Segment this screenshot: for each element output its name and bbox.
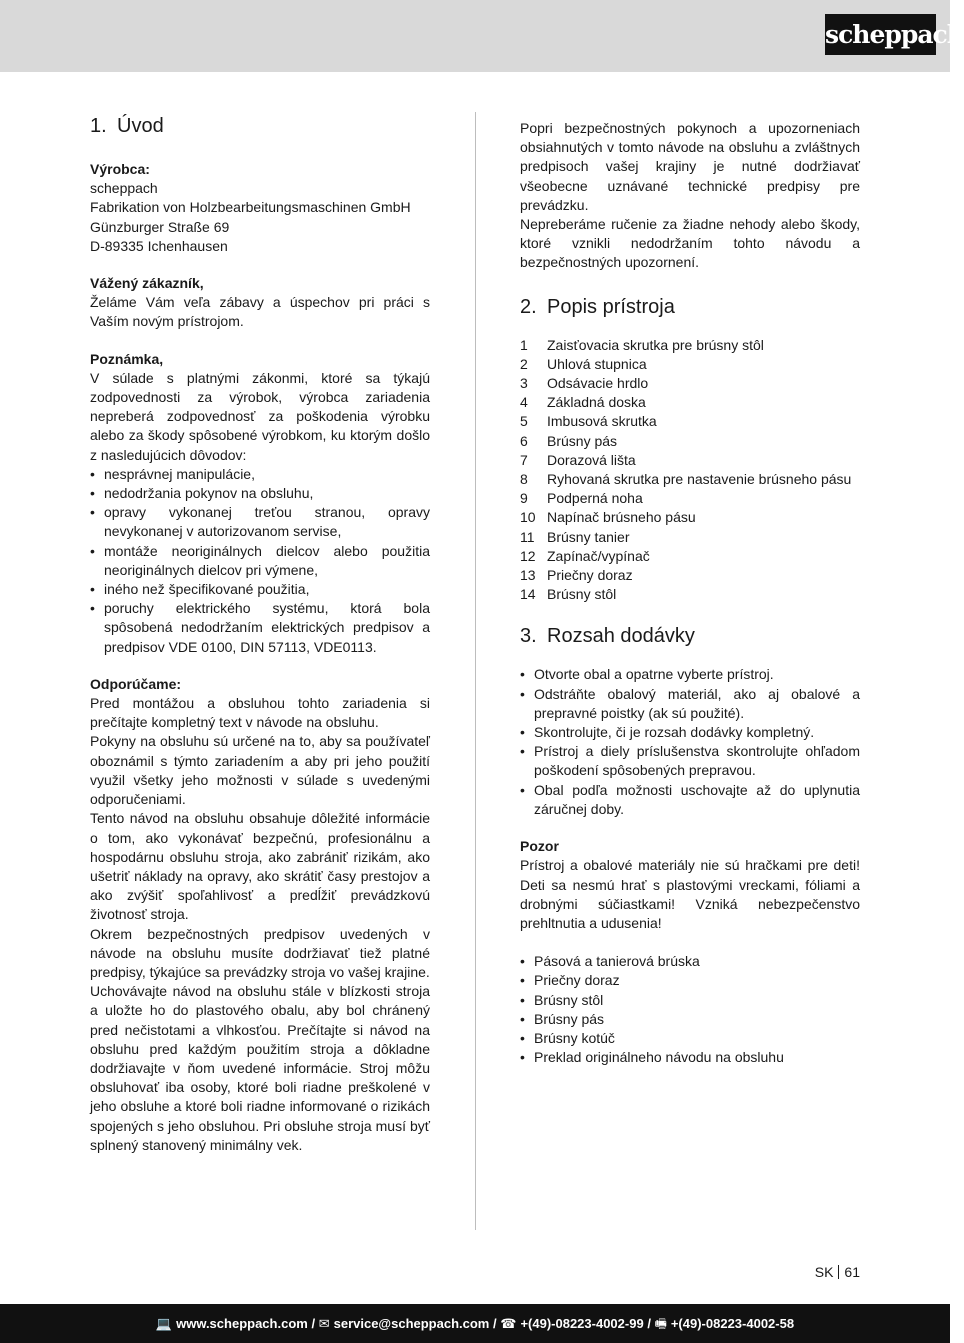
list-item bbox=[520, 432, 860, 451]
list-item: • opravy vykonanej treťou stranou, opravy nevykonanej v autorizovanom servise, bbox=[90, 503, 430, 541]
list-item: • nedodržania pokynov na obsluhu, bbox=[90, 484, 430, 503]
part-label: Brúsny tanier bbox=[547, 528, 630, 545]
list-item: • Brúsny stôl bbox=[520, 991, 860, 1010]
customer-text: Želáme Vám veľa zábavy a úspechov pri práci s Vaším novým prístrojom. bbox=[90, 294, 430, 330]
part-number: 2 bbox=[520, 355, 528, 372]
list-item bbox=[520, 489, 860, 508]
page-number-value: 61 bbox=[844, 1264, 860, 1280]
footer-phone: +(49)-08223-4002-99 bbox=[520, 1316, 644, 1331]
customer-label: Vážený zákazník, bbox=[90, 275, 204, 292]
part-number: 9 bbox=[520, 490, 528, 507]
recommend-paragraph: Tento návod na obsluhu obsahuje dôležité informácie o tom, ako vykonávať bezpečnú, profesionálnu a hospodárnu obsluhu stroja, ako zabrániť rizikám, ako ušetriť náklady na opravy, ako skrátiť časy prestojov a ako zvýšiť spoľahlivosť a predĺžiť prevádzkovú životnosť stroja. bbox=[90, 810, 430, 923]
manufacturer-label: Výrobca: bbox=[90, 161, 150, 177]
part-label: Napínač brúsneho pásu bbox=[547, 509, 696, 526]
part-number: 3 bbox=[520, 375, 528, 392]
list-item: • Prístroj a diely príslušenstva skontrolujte ohľadom poškodení spôsobených prepravou. bbox=[520, 742, 860, 780]
heading-number: 2. bbox=[520, 295, 537, 318]
part-number: 1 bbox=[520, 336, 528, 353]
manufacturer-line: scheppach bbox=[90, 180, 158, 197]
intro-paragraph: Popri bezpečnostných pokynoch a upozorneniach obsiahnutých v tomto návode na obsluhu a zvláštnych predpisoch vašej krajiny je nutné dodržiavať všeobecne uznávané technické predpisy pre prevádzku. bbox=[520, 120, 860, 213]
list-item: • Skontrolujte, či je rozsah dodávky kompletný. bbox=[520, 723, 860, 742]
fax-icon: 🖷 bbox=[654, 1316, 667, 1331]
part-label: Zapínač/vypínač bbox=[547, 547, 650, 564]
part-label: Podperná noha bbox=[547, 490, 643, 507]
list-item bbox=[520, 451, 860, 470]
note-label: Poznámka, bbox=[90, 350, 164, 367]
caution-label: Pozor bbox=[520, 838, 559, 855]
footer-bar bbox=[0, 1304, 950, 1343]
phone-icon: ☎ bbox=[500, 1316, 517, 1331]
parts-list bbox=[520, 336, 860, 605]
list-item bbox=[520, 412, 860, 431]
section-heading-description bbox=[520, 293, 860, 321]
list-item bbox=[520, 336, 860, 355]
note-list bbox=[90, 465, 430, 657]
footer-mail[interactable]: service@scheppach.com bbox=[333, 1316, 490, 1331]
list-item: • Brúsny kotúč bbox=[520, 1029, 860, 1048]
list-item: • poruchy elektrického systému, ktorá bola spôsobená nedodržaním elektrických predpisov a predpisov VDE 0100, DIN 57113, VDE0113. bbox=[90, 599, 430, 657]
section-heading-intro bbox=[90, 112, 430, 140]
delivery-steps bbox=[520, 665, 860, 819]
manufacturer-line: Günzburger Straße 69 bbox=[90, 218, 230, 235]
right-column bbox=[520, 112, 860, 1067]
recommend-paragraph: Pokyny na obsluhu sú určené na to, aby sa používateľ oboznámil s týmto zariadením a aby pri jeho použití využil všetky jeho možnosti v súlade s uvedenými odporučeniami. bbox=[90, 733, 430, 808]
list-item: • Pásová a tanierová brúska bbox=[520, 952, 860, 971]
part-label: Imbusová skrutka bbox=[547, 413, 657, 430]
list-item: • Preklad originálneho návodu na obsluhu bbox=[520, 1048, 860, 1067]
part-number: 6 bbox=[520, 432, 528, 449]
delivery-contents bbox=[520, 952, 860, 1067]
list-item: • nesprávnej manipulácie, bbox=[90, 465, 430, 484]
list-item bbox=[520, 566, 860, 585]
list-item bbox=[520, 585, 860, 604]
left-column bbox=[90, 112, 430, 1155]
scheppach-logo: scheppach bbox=[825, 14, 936, 55]
note-text: V súlade s platnými zákonmi, ktoré sa týkajú zodpovednosti za výrobok, výrobca zariadenia nepreberá zodpovednosť za poškodenia výrobku alebo za škody spôsobené výrobkom, ku ktorým došlo z nasledujúcich dôvodov: bbox=[90, 369, 430, 463]
part-label: Dorazová lišta bbox=[547, 451, 636, 468]
list-item: • iného než špecifikované použitia, bbox=[90, 580, 430, 599]
list-item bbox=[520, 547, 860, 566]
part-number: 7 bbox=[520, 451, 528, 468]
list-item: • Odstráňte obalový materiál, ako aj obalové a prepravné poistky (ak sú použité). bbox=[520, 685, 860, 723]
footer-sep: / bbox=[493, 1316, 497, 1331]
recommend-label: Odporúčame: bbox=[90, 675, 182, 692]
heading-number: 3. bbox=[520, 625, 537, 648]
part-number: 11 bbox=[520, 528, 535, 545]
list-item: • Obal podľa možnosti uschovajte až do uplynutia záručnej doby. bbox=[520, 781, 860, 819]
mail-icon: ✉ bbox=[318, 1316, 330, 1331]
part-number: 5 bbox=[520, 413, 528, 430]
list-item: • montáže neoriginálnych dielcov alebo použitia neoriginálnych dielcov pri výmene, bbox=[90, 542, 430, 580]
recommend-paragraph: Pred montážou a obsluhou tohto zariadenia si prečítajte kompletný text v návode na obsluhu. bbox=[90, 695, 430, 731]
heading-title: Úvod bbox=[117, 115, 164, 137]
part-label: Odsávacie hrdlo bbox=[547, 375, 649, 392]
part-number: 4 bbox=[520, 394, 528, 411]
page-language: SK bbox=[814, 1264, 834, 1280]
part-label: Brúsny pás bbox=[547, 432, 618, 449]
part-label: Základná doska bbox=[547, 394, 646, 411]
heading-title: Popis prístroja bbox=[547, 295, 675, 318]
footer-sep: / bbox=[311, 1316, 316, 1331]
part-label: Uhlová stupnica bbox=[547, 355, 647, 372]
list-item bbox=[520, 470, 860, 489]
part-number: 13 bbox=[520, 567, 536, 584]
list-item: • Priečny doraz bbox=[520, 971, 860, 990]
computer-icon: 💻 bbox=[155, 1316, 173, 1331]
footer-sep: / bbox=[647, 1316, 651, 1331]
list-item bbox=[520, 528, 860, 547]
part-number: 10 bbox=[520, 509, 536, 526]
part-label: Ryhovaná skrutka pre nastavenie brúsneho pásu bbox=[547, 471, 852, 488]
heading-number: 1. bbox=[90, 115, 107, 137]
page-number bbox=[800, 1263, 860, 1282]
part-label: Zaisťovacia skrutka pre brúsny stôl bbox=[547, 336, 764, 353]
header-bar bbox=[0, 0, 964, 72]
section-heading-delivery bbox=[520, 622, 860, 650]
page-separator bbox=[838, 1265, 839, 1279]
part-label: Brúsny stôl bbox=[547, 586, 617, 603]
heading-title: Rozsah dodávky bbox=[547, 625, 695, 648]
recommend-paragraph: Okrem bezpečnostných predpisov uvedených v návode na obsluhu musíte dodržiavať tiež platné predpisy, týkajúce sa prevádzky stroja vo vašej krajine. bbox=[90, 925, 430, 980]
list-item bbox=[520, 355, 860, 374]
column-divider bbox=[475, 112, 476, 1230]
caution-text: Prístroj a obalové materiály nie sú hračkami pre deti! Deti sa nesmú hrať s plastovými vreckami, fóliami a drobnými súčiastkami! Vzniká nebezpečenstvo prehltnutia a udusenia! bbox=[520, 857, 860, 931]
list-item bbox=[520, 508, 860, 527]
footer-fax: +(49)-08223-4002-58 bbox=[670, 1316, 795, 1331]
list-item: • Brúsny pás bbox=[520, 1010, 860, 1029]
part-number: 14 bbox=[520, 586, 536, 603]
manufacturer-line: D-89335 Ichenhausen bbox=[90, 237, 228, 254]
manufacturer-line: Fabrikation von Holzbearbeitungsmaschinen GmbH bbox=[90, 199, 411, 216]
part-number: 12 bbox=[520, 547, 536, 564]
list-item bbox=[520, 393, 860, 412]
intro-paragraph: Nepreberáme ručenie za žiadne nehody alebo škody, ktoré vznikli nedodržaním tohto návodu a bezpečnostných upozornení. bbox=[520, 216, 860, 271]
list-item: • Otvorte obal a opatrne vyberte prístroj. bbox=[520, 665, 860, 684]
part-number: 8 bbox=[520, 471, 528, 488]
list-item bbox=[520, 374, 860, 393]
part-label: Priečny doraz bbox=[547, 567, 633, 584]
footer-web[interactable]: www.scheppach.com bbox=[176, 1316, 308, 1331]
recommend-paragraph: Uchovávajte návod na obsluhu stále v blízkosti stroja a uložte ho do plastového obalu, aby bol chránený pred nečistotami a vlhkosťou. Prečítajte si návod na obsluhu pred každým použitím stroja a dôkladne dodržiavajte v ňom uvedené informácie. Stroj môžu obsluhovať iba osoby, ktoré boli riadne preškolené v jeho obsluhe a ktoré boli riadne informované o rizikách spojených s jeho obsluhou. Pri obsluhe stroja musí byť splnený stanovený minimálny vek. bbox=[90, 983, 430, 1153]
